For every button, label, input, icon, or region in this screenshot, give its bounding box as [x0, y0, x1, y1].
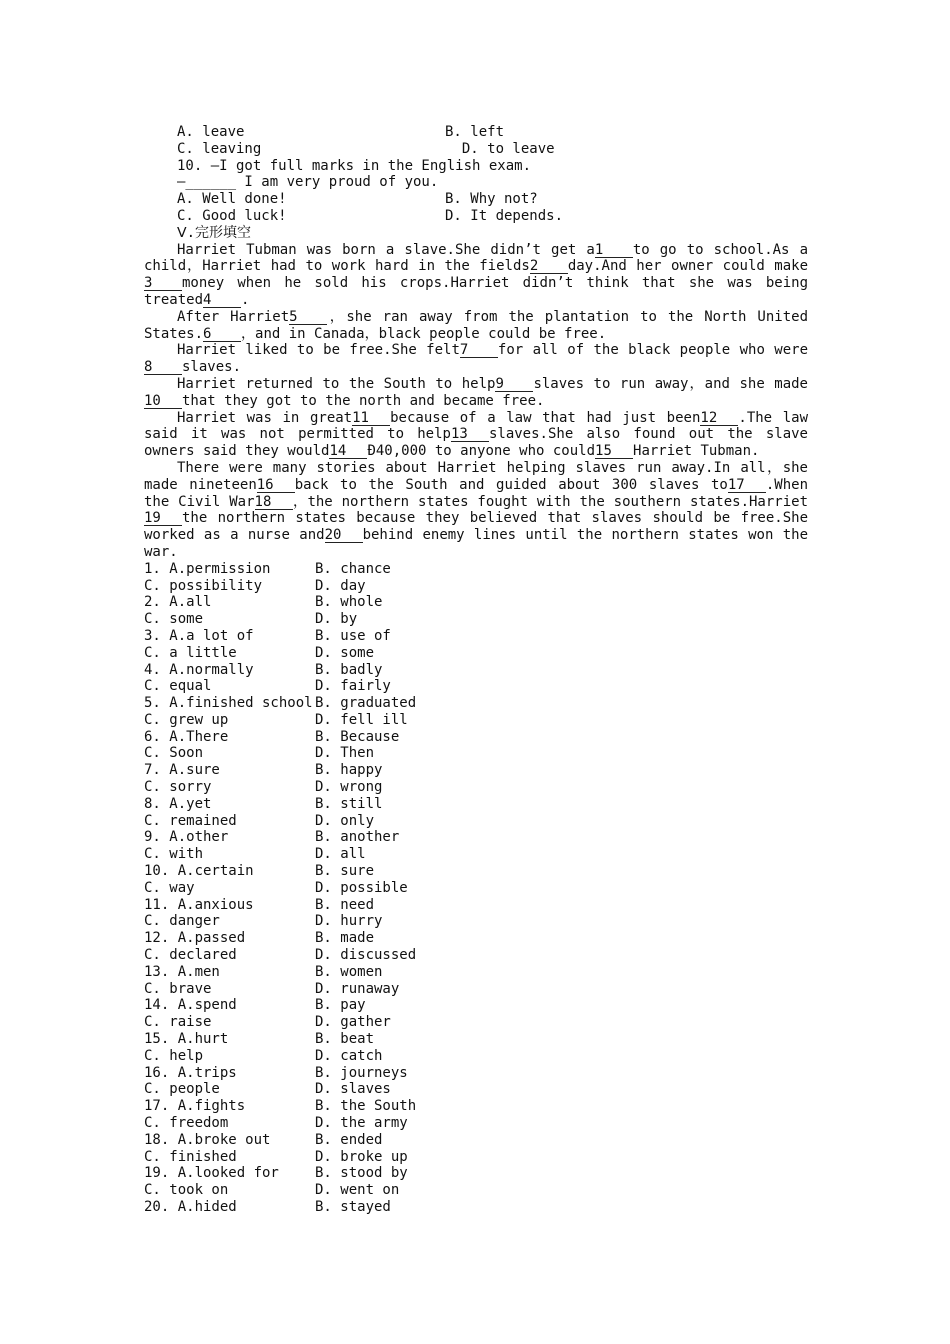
- blank-number: 1: [595, 243, 633, 258]
- passage-text: Đ40,000 to anyone who could: [367, 443, 596, 460]
- cloze-passage: [144, 242, 808, 561]
- question-row: [144, 947, 808, 964]
- question-row: [144, 628, 808, 645]
- option-b: B. made: [315, 930, 375, 947]
- question-row: [144, 829, 808, 846]
- option-c: C. raise: [144, 1014, 212, 1031]
- option-d: D. catch: [315, 1047, 383, 1064]
- option-d: D. hurry: [315, 913, 383, 930]
- option-a: C. Good luck!: [177, 207, 287, 224]
- question-row: [144, 897, 808, 914]
- option-a: 1. A.permission: [144, 560, 271, 577]
- option-a: 20. A.hided: [144, 1199, 237, 1215]
- passage-text: that they got to the north and became free.: [182, 392, 545, 409]
- question-row: [144, 930, 808, 947]
- blank-number: 14: [329, 444, 367, 459]
- passage-text: slaves to run away，and she made: [533, 375, 808, 392]
- blank-number: 20: [325, 528, 363, 543]
- passage-text: money when he sold his crops.Harriet didn’t think that she was being treated: [144, 275, 808, 308]
- passage-text: .The law said it was not permitted to help: [144, 409, 808, 443]
- option-d: D. the army: [315, 1115, 408, 1132]
- option-b: B. ended: [315, 1131, 383, 1148]
- blank-number: 10: [144, 394, 182, 409]
- previous-questions: [144, 124, 808, 225]
- option-d: D. some: [315, 644, 375, 661]
- option-c: C. brave: [144, 980, 212, 997]
- question-row: [144, 695, 808, 712]
- question-row: [144, 913, 808, 930]
- option-a: 13. A.men: [144, 963, 220, 980]
- option-d: D. by: [315, 611, 358, 628]
- option-c: C. a little: [144, 644, 237, 661]
- option-b: B. stood by: [315, 1165, 408, 1182]
- option-b: B. journeys: [315, 1064, 408, 1081]
- option-c: C. remained: [144, 812, 237, 829]
- passage-text: .: [241, 291, 250, 308]
- blank-number: 13: [451, 427, 489, 442]
- question-row: [144, 1115, 808, 1132]
- passage-text: slaves.She also found out the slave owners said they would: [144, 426, 808, 460]
- option-d: D. possible: [315, 879, 408, 896]
- option-b: B. sure: [315, 863, 375, 880]
- option-d: D. only: [315, 812, 375, 829]
- option-a: 4. A.normally: [144, 661, 254, 678]
- blank-number: 2: [530, 259, 568, 274]
- passage-text: Harriet was in great: [177, 409, 353, 426]
- option-b: B. happy: [315, 762, 383, 779]
- question-row: [144, 981, 808, 998]
- blank-number: 12: [700, 411, 738, 426]
- option-c: C. Soon: [144, 745, 204, 762]
- passage-text: back to the South and guided about 300 slaves to: [294, 476, 728, 493]
- passage-text: Harriet returned to the South to help: [177, 375, 496, 392]
- option-d: D. runaway: [315, 980, 400, 997]
- blank-number: 6: [203, 327, 241, 342]
- option-a: A. Well done!: [177, 191, 287, 208]
- option-c: C. with: [144, 846, 204, 863]
- passage-paragraph: [144, 342, 808, 376]
- option-a: 14. A.spend: [144, 997, 237, 1014]
- option-a: A. leave: [177, 124, 245, 140]
- option-b: B. left: [445, 124, 505, 140]
- question-row: [144, 662, 808, 679]
- question-row: [144, 762, 808, 779]
- question-row: [144, 1014, 808, 1031]
- option-c: C. finished: [144, 1148, 237, 1165]
- passage-paragraph: [144, 376, 808, 410]
- option-a: 16. A.trips: [144, 1064, 237, 1081]
- option-c: C. help: [144, 1047, 204, 1064]
- blank-number: 18: [255, 495, 293, 510]
- document-page: [144, 124, 808, 1216]
- option-c: C. took on: [144, 1182, 229, 1199]
- option-b: B. another: [315, 829, 400, 846]
- option-b: B. pay: [315, 997, 366, 1014]
- option-c: C. people: [144, 1081, 220, 1098]
- option-a: 17. A.fights: [144, 1098, 246, 1115]
- option-b: B. women: [315, 963, 383, 980]
- option-a: 11. A.anxious: [144, 896, 254, 913]
- option-a: 3. A.a lot of: [144, 627, 254, 644]
- passage-text: because of a law that had just been: [390, 409, 701, 426]
- passage-text: There were many stories about Harriet helping slaves run away.In all，she made nineteen: [144, 459, 808, 493]
- passage-text: Harriet liked to be free.She felt: [177, 342, 460, 359]
- question-row: [144, 1149, 808, 1166]
- question-row: [144, 1182, 808, 1199]
- blank-number: 7: [460, 343, 498, 358]
- passage-text: ，the northern states fought with the southern states.Harriet: [292, 493, 809, 510]
- option-a: 9. A.other: [144, 829, 229, 846]
- option-a: C. leaving: [177, 140, 262, 157]
- option-d: D. slaves: [315, 1081, 391, 1098]
- option-d: D. went on: [315, 1182, 400, 1199]
- option-b: B. use of: [315, 627, 391, 644]
- question-row: [144, 796, 808, 813]
- question-row: [144, 813, 808, 830]
- passage-text: ，she ran away from the plantation to the North United States.: [144, 308, 808, 342]
- option-b: B. chance: [315, 560, 391, 577]
- option-d: D. fairly: [315, 678, 391, 695]
- question-stem: 10. —I got full marks in the English exam.: [177, 157, 532, 174]
- blank-number: 11: [352, 411, 390, 426]
- option-d: D. discussed: [315, 947, 417, 964]
- option-d: D. wrong: [315, 779, 383, 796]
- question-row: [144, 678, 808, 695]
- question-list: [144, 561, 808, 1216]
- option-c: C. way: [144, 879, 195, 896]
- option-b: B. whole: [315, 594, 383, 611]
- passage-paragraph: [144, 460, 808, 561]
- option-b: B. need: [315, 896, 375, 913]
- option-b: B. still: [315, 795, 383, 812]
- question-row: [144, 1098, 808, 1115]
- passage-text: After Harriet: [177, 308, 290, 325]
- blank-number: 3: [144, 276, 182, 291]
- option-row: [144, 208, 808, 225]
- passage-text: Harriet Tubman was born a slave.She didn’t get a: [177, 241, 595, 258]
- blank-number: 17: [728, 478, 766, 493]
- option-a: 18. A.broke out: [144, 1131, 271, 1148]
- option-c: C. sorry: [144, 779, 212, 796]
- passage-paragraph: [144, 242, 808, 309]
- option-row: [144, 141, 808, 158]
- option-d: D. gather: [315, 1014, 391, 1031]
- question-row: [144, 997, 808, 1014]
- question-row: [144, 1031, 808, 1048]
- option-row: [144, 124, 808, 141]
- question-row: [144, 561, 808, 578]
- passage-paragraph: [144, 410, 808, 460]
- question-row: [144, 964, 808, 981]
- passage-text: the northern states because they believed that slaves should be free.She worked as a nurse and: [144, 510, 808, 544]
- option-d: D. all: [315, 846, 366, 863]
- option-a: 12. A.passed: [144, 930, 246, 947]
- question-row: [144, 1199, 808, 1216]
- question-reply: —______ I am very proud of you.: [177, 174, 439, 191]
- question-row: [144, 846, 808, 863]
- question-row: [144, 1132, 808, 1149]
- option-b: D. It depends.: [445, 207, 564, 224]
- question-row: [144, 712, 808, 729]
- question-row: [144, 1048, 808, 1065]
- blank-number: 15: [595, 444, 633, 459]
- question-row: [144, 578, 808, 595]
- passage-text: .When the Civil War: [144, 476, 809, 510]
- option-a: 2. A.all: [144, 594, 212, 611]
- option-b: B. Because: [315, 728, 400, 745]
- passage-text: slaves.: [182, 359, 242, 376]
- question-row: [144, 779, 808, 796]
- question-row: [144, 863, 808, 880]
- passage-text: Harriet Tubman.: [633, 443, 760, 460]
- option-d: D. broke up: [315, 1148, 408, 1165]
- question-row: [144, 611, 808, 628]
- question-row: [144, 1065, 808, 1082]
- passage-text: behind enemy lines until the northern states won the war.: [144, 527, 808, 560]
- option-a: 6. A.There: [144, 728, 229, 745]
- option-row: [144, 191, 808, 208]
- blank-number: 9: [495, 377, 533, 392]
- option-b: B. the South: [315, 1098, 417, 1115]
- option-b: B. stayed: [315, 1199, 391, 1215]
- option-c: C. freedom: [144, 1115, 229, 1132]
- blank-number: 19: [144, 511, 182, 526]
- option-a: 5. A.finished school: [144, 695, 313, 712]
- blank-number: 8: [144, 360, 182, 375]
- blank-number: 16: [257, 478, 295, 493]
- question-row: [144, 729, 808, 746]
- option-b: B. Why not?: [445, 191, 538, 208]
- option-c: C. danger: [144, 913, 220, 930]
- option-d: D. fell ill: [315, 711, 408, 728]
- blank-number: 5: [289, 310, 327, 325]
- question-row: [144, 1081, 808, 1098]
- passage-text: to go to school.As a child，Harriet had to work hard in the fields: [144, 241, 809, 275]
- passage-text: ，and in Canada，black people could be free.: [241, 325, 607, 342]
- question-row: [144, 745, 808, 762]
- option-b: B. badly: [315, 661, 383, 678]
- option-b: D. to leave: [445, 140, 555, 157]
- option-a: 10. A.certain: [144, 863, 254, 880]
- section-title: Ⅴ.完形填空: [177, 224, 252, 241]
- option-b: B. graduated: [315, 695, 417, 712]
- option-c: C. equal: [144, 678, 212, 695]
- passage-paragraph: [144, 309, 808, 343]
- passage-text: for all of the black people who were: [497, 342, 808, 359]
- option-a: 19. A.looked for: [144, 1165, 279, 1182]
- option-c: C. some: [144, 611, 204, 628]
- option-c: C. declared: [144, 947, 237, 964]
- question-row: [144, 645, 808, 662]
- option-a: 15. A.hurt: [144, 1031, 229, 1048]
- blank-number: 4: [203, 293, 241, 308]
- option-a: 7. A.sure: [144, 762, 220, 779]
- question-row: [144, 880, 808, 897]
- option-c: C. possibility: [144, 577, 263, 594]
- option-d: D. day: [315, 577, 366, 594]
- option-b: B. beat: [315, 1031, 375, 1048]
- passage-text: day.And her owner could make: [567, 258, 809, 275]
- option-c: C. grew up: [144, 711, 229, 728]
- question-row: [144, 594, 808, 611]
- option-d: D. Then: [315, 745, 375, 762]
- option-a: 8. A.yet: [144, 795, 212, 812]
- question-row: [144, 1165, 808, 1182]
